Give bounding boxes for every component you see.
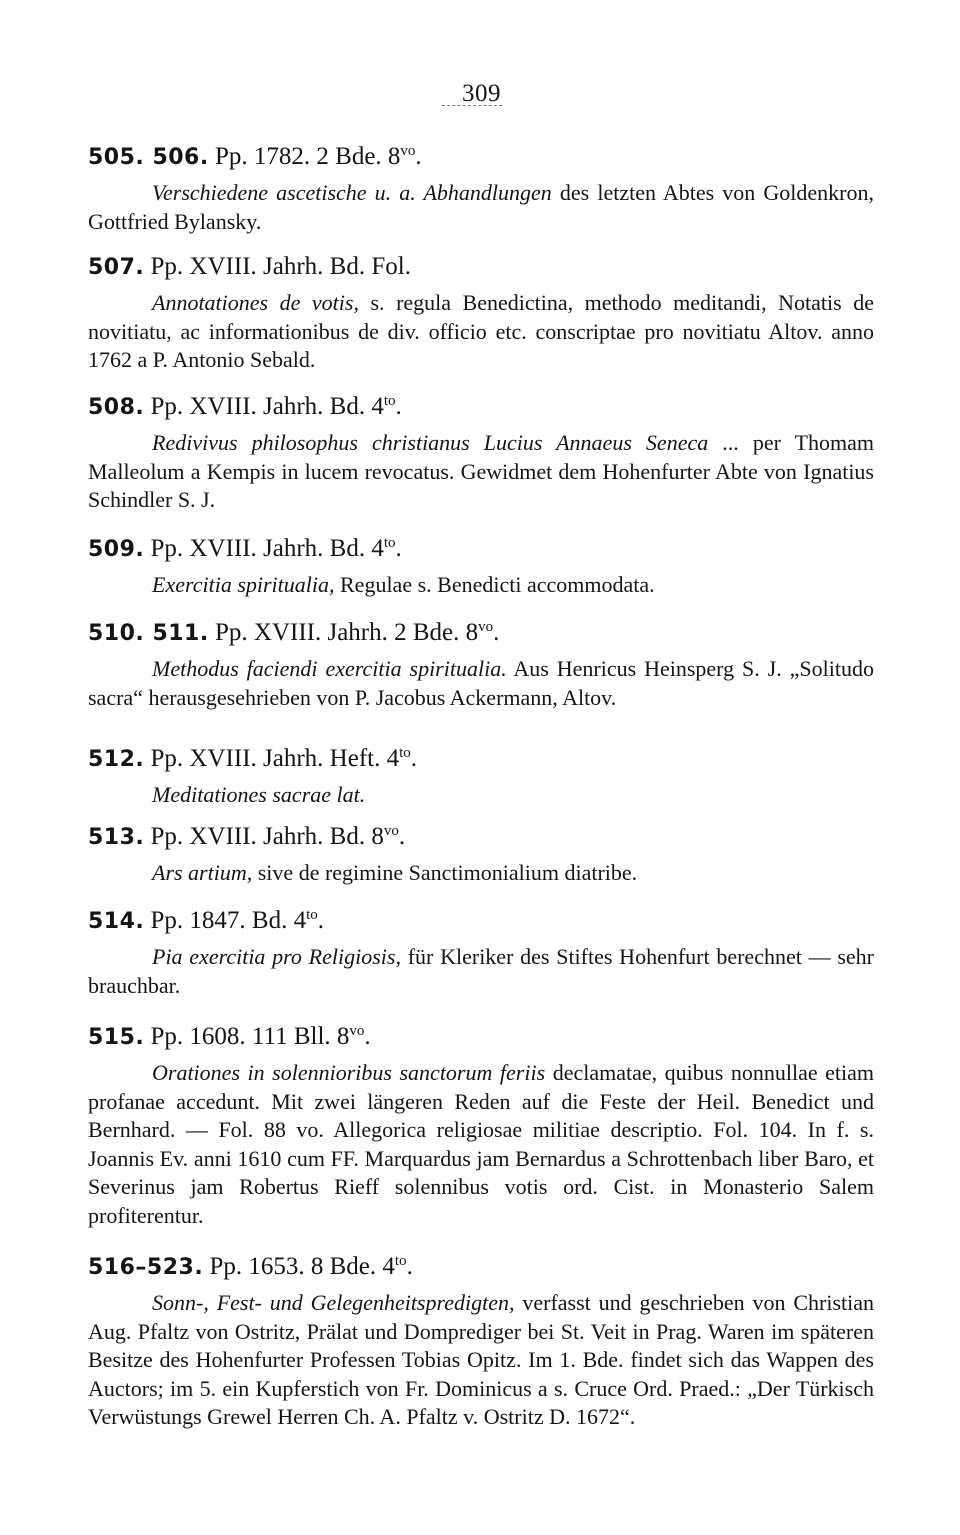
catalog-entry: 515. Pp. 1608. 111 Bll. $8^{vo}$. Orationes in solennioribus sanctorum feriis declamatae, quibus nonnullae etiam profanae accedunt. Mit zwei längeren Reden auf die Feste der Heil. Benedict und Bernhard. — Fol. 88 vo. Allegorica religiosae militiae descriptio. Fol. 104. In f. s. Joannis Ev. anni 1610 cum FF. Marquardus jam Bernardus a Schrottenbach liber Baro, et Severinus jam Robertus Rieff solennibus votis ord. Cist. in Monasterio Salem profiterentur. [88, 1023, 875, 1228]
entry-number: 508. [88, 395, 145, 420]
entry-text: für Kleriker des Stiftes Hohenfurt berechnet — sehr brauchbar. [88, 944, 874, 998]
entry-title: Annotationes de votis, [152, 290, 359, 315]
catalog-entry: 513. Pp. XVIII. Jahrh. Bd. $8^{vo}$. Ars artium, sive de regimine Sanctimonialium diatribe. [88, 823, 638, 885]
catalog-entry: 510. 511. Pp. XVIII. Jahrh. 2 Bde. $8^{vo}$. Methodus faciendi exercitia spiritualia. Aus Henricus Heinsperg S. J. „Solitudo sacra“ herausgesehrieben von P. Jacobus Ackermann, Altov. [88, 619, 874, 710]
entry-title: Exercitia spiritualia, [152, 572, 335, 597]
entry-number: 513. [88, 825, 145, 850]
catalog-entry [88, 252, 874, 375]
entry-text: ... per Thomam Malleolum a Kempis in lucem revocatus. Gewidmet dem Hohenfurter Abte von Ignatius Schindler S. J. [88, 430, 874, 512]
catalog-entry: 514. Pp. 1847. Bd. $4^{to}$. Pia exercitia pro Religiosis, für Kleriker des Stiftes Hohenfurt berechnet — sehr brauchbar. [88, 907, 874, 998]
format-suffix: to [306, 907, 318, 923]
entry-title: Methodus faciendi exercitia spiritualia. [152, 656, 507, 681]
page-number-rule [442, 105, 502, 106]
catalog-entry: 516–523. Pp. 1653. 8 Bde. $4^{to}$. Sonn-, Fest- und Gelegenheitspredigten, verfasst und geschrieben von Christian Aug. Pfaltz von Ostritz, Prälat und Domprediger bei St. Veit in Prag. Waren im späteren Besitze des Hohenfurter Professen Tobias Opitz. Im 1. Bde. findet sich das Wappen des Auctors; im 5. ein Kupferstich von Fr. Dominicus a s. Cruce Ord. Praed.: „Der Türkisch Verwüstungs Grewel Herren Ch. A. Pfaltz v. Ostritz D. 1672“. [88, 1253, 875, 1429]
entry-title: Sonn-, Fest- und Gelegenheitspredigten, [152, 1290, 515, 1315]
entry-title: Verschiedene ascetische u. a. Abhandlungen [152, 180, 552, 205]
entry-title: Redivivus philosophus christianus Lucius Annaeus Seneca [152, 430, 709, 455]
entry-title: Orationes in solennioribus sanctorum feriis [152, 1060, 546, 1085]
entry-meta: Pp. XVIII. Jahrh. Bd. 4 [150, 393, 384, 420]
entry-text: sive de regimine Sanctimonialium diatribe. [252, 860, 638, 885]
format-suffix: vo [400, 143, 416, 159]
entry-number: 510. 511. [88, 621, 209, 646]
format-suffix: vo [383, 823, 399, 839]
entry-number: 505. 506. [88, 145, 209, 170]
entry-number: 516–523. [88, 1255, 204, 1280]
format-suffix: to [394, 1253, 407, 1269]
entry-number: 507. [88, 255, 145, 280]
entry-text: verfasst und geschrieben von Christian Aug. Pfaltz von Ostritz, Prälat und Domprediger bei St. Veit in Prag. Waren im späteren Besitze des Hohenfurter Professen Tobias Opitz. Im 1. Bde. findet sich das Wappen des Auctors; im 5. ein Kupferstich von Fr. Dominicus a s. Cruce Ord. Praed.: „Der Türkisch Verwüstungs Grewel Herren Ch. A. Pfaltz v. Ostritz D. 1672“. [88, 1290, 875, 1429]
entry-text: declamatae, quibus nonnullae etiam profanae accedunt. Mit zwei längeren Reden auf die Feste der Heil. Benedict und Bernhard. — Fol. 88 vo. Allegorica religiosae militiae descriptio. Fol. 104. In f. s. Joannis Ev. anni 1610 cum FF. Marquardus jam Bernardus a Schrottenbach liber Baro, et Severinus jam Robertus Rieff solennibus votis ord. Cist. in Monasterio Salem profiterentur. [88, 1060, 875, 1228]
entry-meta: Pp. XVIII. Jahrh. Heft. 4 [150, 745, 400, 772]
entry-meta: Pp. XVIII. Jahrh. Bd. 8 [150, 823, 384, 850]
entry-number: 514. [88, 909, 145, 934]
format-suffix: vo [349, 1023, 365, 1039]
catalog-entry: 508. Pp. XVIII. Jahrh. Bd. $4^{to}$. Redivivus philosophus christianus Lucius Annaeus Seneca ... per Thomam Malleolum a Kempis in lucem revocatus. Gewidmet dem Hohenfurter Abte von Ignatius Schindler S. J. [88, 393, 874, 512]
entry-meta: Pp. 1782. 2 Bde. 8 [214, 143, 401, 170]
entry-text: Regulae s. Benedicti accommodata. [334, 572, 655, 597]
format-suffix: to [383, 535, 396, 551]
entry-meta: Pp. XVIII. Jahrh. Bd. 4 [150, 535, 384, 562]
catalog-entry: 509. Pp. XVIII. Jahrh. Bd. $4^{to}$. Exercitia spiritualia, Regulae s. Benedicti accommodata. [88, 535, 655, 597]
entry-text: des letzten Abtes von Goldenkron, Gottfried Bylansky. [88, 180, 874, 234]
entry-text: s. regula Benedictina, methodo meditandi, Notatis de novitiatu, ac informationibus de div. officio etc. conscriptae pro novitiatu Altov. anno 1762 a P. Antonio Sebald. [88, 290, 874, 372]
entry-title: Pia exercitia pro Religiosis, [152, 944, 401, 969]
page-number: 309 [462, 80, 501, 108]
entry-meta: Pp. XVIII. Jahrh. Bd. Fol. [150, 253, 411, 280]
entry-text: Aus Henricus Heinsperg S. J. „Solitudo sacra“ herausgesehrieben von P. Jacobus Ackermann, Altov. [88, 656, 874, 710]
entry-meta: Pp. 1608. 111 Bll. 8 [150, 1023, 350, 1050]
format-suffix: to [383, 393, 396, 409]
entry-title: Meditationes sacrae lat. [152, 782, 366, 807]
entry-meta: Pp. 1653. 8 Bde. 4 [209, 1253, 395, 1280]
entry-number: 512. [88, 747, 145, 772]
entry-number: 509. [88, 537, 145, 562]
entry-title: Ars artium, [152, 860, 253, 885]
entry-meta: Pp. XVIII. Jahrh. 2 Bde. 8 [214, 619, 479, 646]
catalog-entry: 505. 506. Pp. 1782. 2 Bde. $8^{vo}$. Verschiedene ascetische u. a. Abhandlungen des letzten Abtes von Goldenkron, Gottfried Bylansky. [88, 143, 874, 234]
catalog-entry: 512. Pp. XVIII. Jahrh. Heft. $4^{to}$. Meditationes sacrae lat. [88, 745, 418, 807]
format-suffix: vo [478, 619, 494, 635]
entry-meta: Pp. 1847. Bd. 4 [150, 907, 307, 934]
entry-number: 515. [88, 1025, 145, 1050]
format-suffix: to [399, 745, 411, 761]
